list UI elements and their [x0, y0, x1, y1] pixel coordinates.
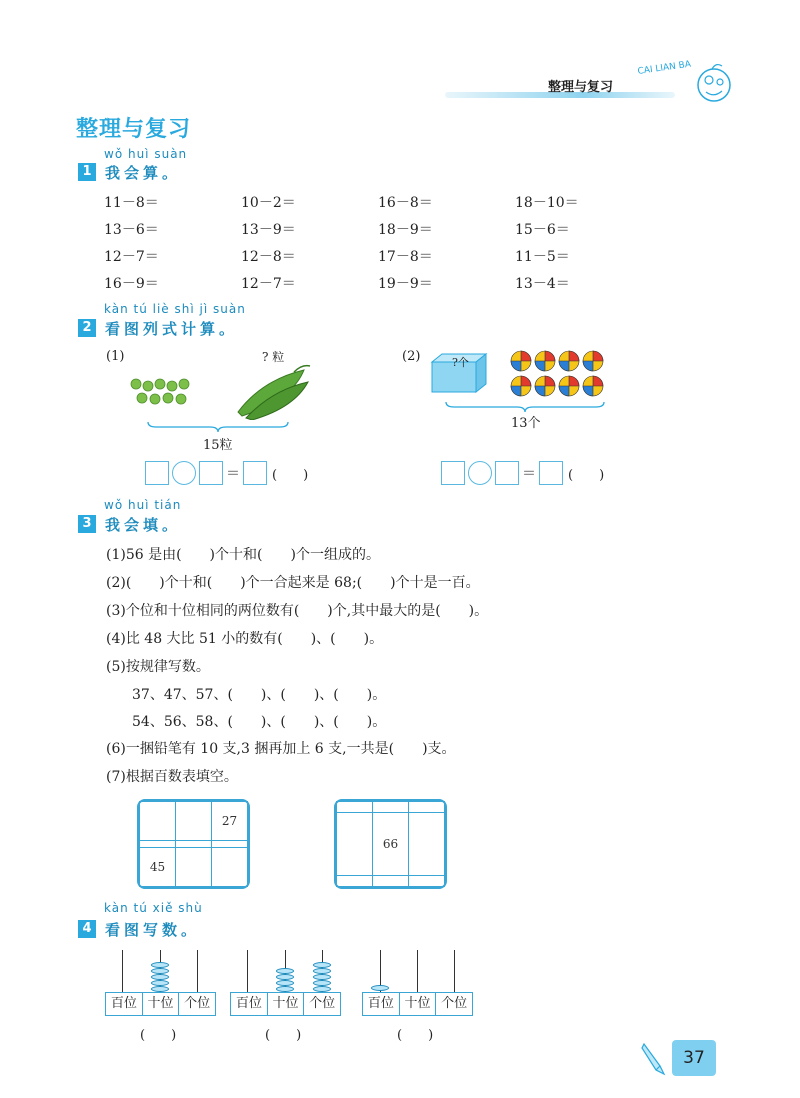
- grid-cell[interactable]: [140, 841, 176, 848]
- picture-problem-1-label: (1): [106, 349, 125, 364]
- calc-problem: 16－9＝: [104, 276, 159, 292]
- calc-row: [104, 192, 664, 219]
- hundred-grid-1: [137, 799, 250, 889]
- abacus-3: [362, 950, 473, 1030]
- fill-line: (5)按规律写数。: [106, 659, 210, 675]
- rod-ones: [454, 950, 455, 992]
- grid-cell-66: 66: [373, 813, 409, 876]
- operator-circle[interactable]: [172, 461, 196, 485]
- calc-row: [104, 219, 664, 246]
- balls-icon: [509, 349, 609, 399]
- section-3-pinyin: wǒ huì tián: [104, 498, 182, 512]
- calc-problem: 12－8＝: [241, 249, 296, 265]
- equals-sign: ＝: [522, 466, 536, 482]
- brace-total-1: [146, 420, 290, 434]
- section-4-number: 4: [78, 920, 96, 938]
- equation-row-1: [145, 461, 308, 485]
- calc-problem: 12－7＝: [241, 276, 296, 292]
- grid-cell[interactable]: [337, 802, 373, 813]
- label-tens: 十位: [400, 993, 437, 1015]
- label-ones: 个位: [184, 996, 211, 1011]
- abacus-2: [230, 950, 341, 1030]
- fill-line: (3)个位和十位相同的两位数有( )个,其中最大的是( )。: [106, 603, 489, 619]
- section-3-title: 我会填。: [105, 516, 182, 534]
- label-hundreds: 百位: [363, 993, 400, 1015]
- answer-box[interactable]: [495, 461, 519, 485]
- calc-problem: 13－9＝: [241, 222, 296, 238]
- grid-cell[interactable]: [409, 813, 445, 876]
- answer-paren[interactable]: ( ): [397, 1028, 434, 1043]
- calc-problem: 19－9＝: [378, 276, 433, 292]
- logo: [632, 58, 732, 118]
- place-value-labels: [105, 992, 216, 1016]
- calc-problem: 11－8＝: [104, 195, 159, 211]
- calc-problem: 18－9＝: [378, 222, 433, 238]
- picture-problem-2-question: ?个: [452, 356, 469, 369]
- place-value-labels: [362, 992, 473, 1016]
- page-number: 37: [683, 1048, 705, 1068]
- header-title: 整理与复习: [548, 80, 614, 95]
- fill-line: 54、56、58、( )、( )、( )。: [132, 714, 387, 730]
- label-ones: 个位: [309, 996, 336, 1011]
- fill-line: 37、47、57、( )、( )、( )。: [132, 687, 387, 703]
- peas-icon: [128, 372, 198, 408]
- picture-problem-2-label: (2): [402, 349, 421, 364]
- grid-cell[interactable]: [409, 802, 445, 813]
- label-ones: 个位: [441, 996, 468, 1011]
- answer-paren[interactable]: ( ): [265, 1028, 302, 1043]
- grid-cell[interactable]: [212, 841, 248, 848]
- unit-paren[interactable]: ( ): [568, 467, 605, 483]
- pencil-icon: [640, 1040, 668, 1076]
- fill-line: (4)比 48 大比 51 小的数有( )、( )。: [106, 631, 384, 647]
- operator-circle[interactable]: [468, 461, 492, 485]
- rod-ones: [197, 950, 198, 992]
- grid-cell[interactable]: [176, 847, 212, 886]
- calc-row: [104, 246, 664, 273]
- calc-problem: 15－6＝: [515, 222, 570, 238]
- place-value-labels: [230, 992, 341, 1016]
- answer-box[interactable]: [539, 461, 563, 485]
- section-1-title: 我会算。: [105, 164, 182, 182]
- picture-problem-1-question: ? 粒: [262, 350, 285, 364]
- page-title: 整理与复习: [76, 117, 192, 142]
- calc-problem: 11－5＝: [515, 249, 570, 265]
- calc-problem: 12－7＝: [104, 249, 159, 265]
- calc-problem: 18－10＝: [515, 195, 579, 211]
- grid-cell-45: 45: [140, 847, 176, 886]
- calc-problem: 17－8＝: [378, 249, 433, 265]
- calc-problem: 13－6＝: [104, 222, 159, 238]
- abacus-1: [105, 950, 216, 1030]
- section-1-pinyin: wǒ huì suàn: [104, 147, 188, 161]
- rod-hundreds: [122, 950, 123, 992]
- fill-line: (7)根据百数表填空。: [106, 769, 238, 785]
- calc-problem: 13－4＝: [515, 276, 570, 292]
- grid-cell[interactable]: [176, 802, 212, 841]
- answer-box[interactable]: [441, 461, 465, 485]
- grid-cell[interactable]: [373, 875, 409, 886]
- pea-pod-icon: [232, 360, 312, 420]
- calc-problem-grid: [104, 192, 664, 300]
- answer-paren[interactable]: ( ): [140, 1028, 177, 1043]
- calc-row: [104, 273, 664, 300]
- answer-box[interactable]: [243, 461, 267, 485]
- grid-cell-27: 27: [212, 802, 248, 841]
- logo-mascot-icon: [632, 58, 732, 118]
- label-hundreds: 百位: [106, 993, 143, 1015]
- unit-paren[interactable]: ( ): [272, 467, 309, 483]
- grid-cell[interactable]: [409, 875, 445, 886]
- answer-box[interactable]: [199, 461, 223, 485]
- equals-sign: ＝: [226, 466, 240, 482]
- section-2-pinyin: kàn tú liè shì jì suàn: [104, 302, 246, 316]
- picture-problem-2-total: 13个: [511, 416, 541, 431]
- rod-hundreds: [247, 950, 248, 992]
- fill-line: (6)一捆铅笔有 10 支,3 捆再加上 6 支,一共是( )支。: [106, 741, 456, 757]
- section-1-number: 1: [78, 163, 96, 181]
- calc-problem: 10－2＝: [241, 195, 296, 211]
- section-4-title: 看图写数。: [105, 921, 201, 939]
- section-2-title: 看图列式计算。: [105, 320, 239, 338]
- grid-cell[interactable]: [337, 813, 373, 876]
- label-tens: 十位: [268, 993, 305, 1015]
- label-hundreds: 百位: [231, 993, 268, 1015]
- label-tens: 十位: [143, 993, 180, 1015]
- logo-text: CAI LIAN BA: [637, 59, 692, 77]
- grid-cell[interactable]: [337, 875, 373, 886]
- section-3-number: 3: [78, 515, 96, 533]
- equation-row-2: [441, 461, 604, 485]
- hundred-grid-2: [334, 799, 447, 889]
- grid-cell[interactable]: [373, 802, 409, 813]
- bead: [371, 985, 389, 991]
- answer-box[interactable]: [145, 461, 169, 485]
- grid-cell[interactable]: [140, 802, 176, 841]
- fill-line: (1)56 是由( )个十和( )个一组成的。: [106, 547, 380, 563]
- rod-tens: [417, 950, 418, 992]
- calc-problem: 16－8＝: [378, 195, 433, 211]
- fill-line: (2)( )个十和( )个一合起来是 68;( )个十是一百。: [106, 575, 480, 591]
- grid-cell[interactable]: [212, 847, 248, 886]
- grid-cell[interactable]: [176, 841, 212, 848]
- picture-problem-1-total: 15粒: [203, 438, 233, 453]
- section-4-pinyin: kàn tú xiě shù: [104, 901, 203, 915]
- section-2-number: 2: [78, 319, 96, 337]
